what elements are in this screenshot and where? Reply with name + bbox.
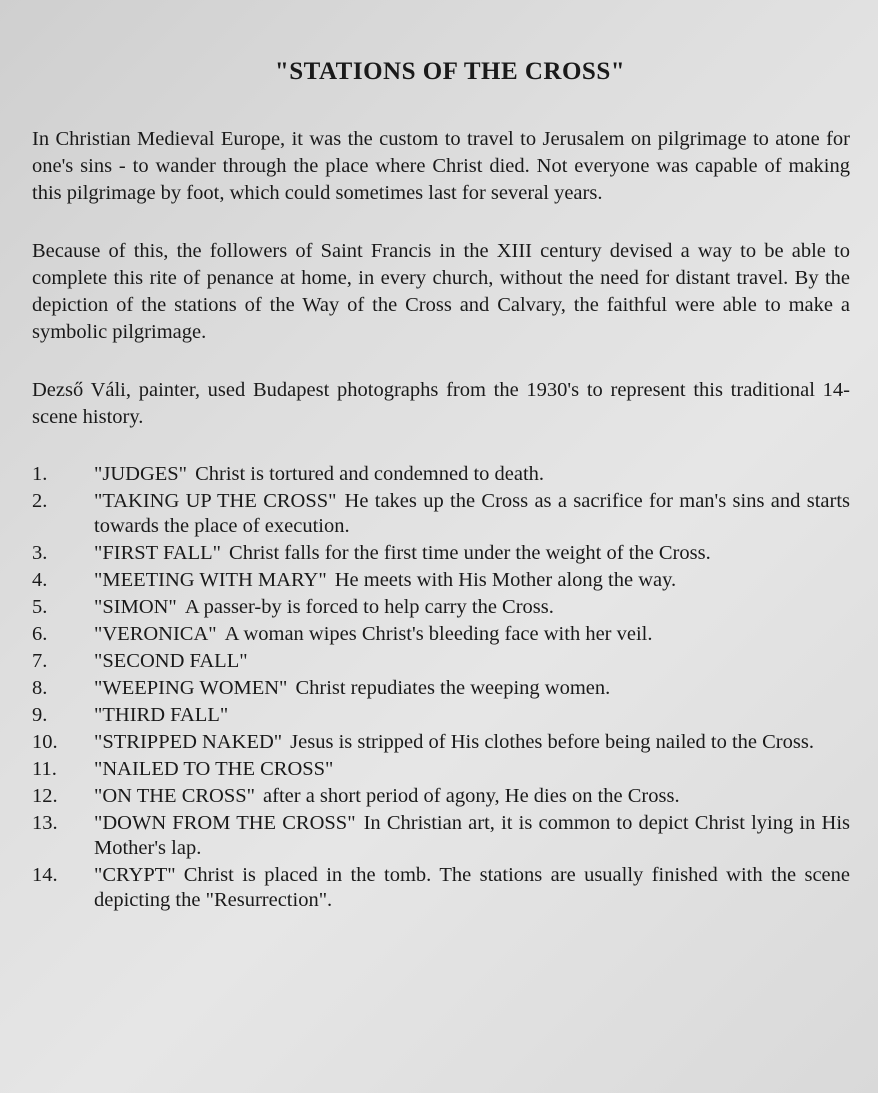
station-number: 5. xyxy=(32,596,48,618)
station-name: "ON THE CROSS" xyxy=(94,785,256,807)
station-description xyxy=(94,863,850,913)
station-name: "CRYPT" xyxy=(94,864,176,886)
station-number: 2. xyxy=(32,490,48,512)
station-name: "VERONICA" xyxy=(94,623,217,645)
station-description xyxy=(94,595,850,620)
station-description xyxy=(94,811,850,861)
station-name: "TAKING UP THE CROSS" xyxy=(94,490,337,512)
station-name: "SIMON" xyxy=(94,596,177,618)
station-number: 6. xyxy=(32,623,48,645)
station-description xyxy=(94,462,850,487)
station-description xyxy=(94,784,850,809)
station-description xyxy=(94,568,850,593)
station-name: "DOWN FROM THE CROSS" xyxy=(94,812,356,834)
station-number: 11. xyxy=(32,758,57,780)
station-name: "FIRST FALL" xyxy=(94,542,222,564)
station-description xyxy=(94,703,850,728)
station-description xyxy=(94,730,850,755)
station-description xyxy=(94,622,850,647)
station-name: "JUDGES" xyxy=(94,463,188,485)
station-number: 8. xyxy=(32,677,48,699)
station-name: "STRIPPED NAKED" xyxy=(94,731,283,753)
station-name: "THIRD FALL" xyxy=(94,704,229,726)
station-text: A passer-by is forced to help carry the Cross. xyxy=(184,596,554,618)
station-text: after a short period of agony, He dies on the Cross. xyxy=(263,785,680,807)
station-number: 12. xyxy=(32,785,58,807)
station-item-3 xyxy=(32,541,850,566)
painter-paragraph: Dezső Váli, painter, used Budapest photographs from the 1930's to represent this traditional 14-scene history. xyxy=(32,379,850,428)
station-text: Christ repudiates the weeping women. xyxy=(295,677,611,699)
station-number: 7. xyxy=(32,650,48,672)
station-name: "WEEPING WOMEN" xyxy=(94,677,288,699)
station-number: 9. xyxy=(32,704,48,726)
station-description xyxy=(94,541,850,566)
station-item-1 xyxy=(32,462,850,487)
station-item-11 xyxy=(32,757,850,782)
station-text: Christ is tortured and condemned to death. xyxy=(195,463,545,485)
station-item-10 xyxy=(32,730,850,755)
station-item-14 xyxy=(32,863,850,913)
station-number: 14. xyxy=(32,864,58,886)
station-item-13 xyxy=(32,811,850,861)
station-number: 4. xyxy=(32,569,48,591)
station-number: 1. xyxy=(32,463,48,485)
station-name: "MEETING WITH MARY" xyxy=(94,569,327,591)
station-number: 13. xyxy=(32,812,58,834)
station-item-7 xyxy=(32,649,850,674)
intro-paragraph: In Christian Medieval Europe, it was the custom to travel to Jerusalem on pilgrimage to atone for one's sins - to wander through the place where Christ died. Not everyone was capable of making this pilgrimage by foot, which could sometimes last for several years. xyxy=(32,128,850,204)
station-text: In Christian art, it is common to depict Christ lying in His Mother's lap. xyxy=(94,812,850,859)
franciscan-paragraph: Because of this, the followers of Saint Francis in the XIII century devised a way to be able to complete this rite of penance at home, in every church, without the need for distant travel. By the depiction of the stations of the Way of the Cross and Calvary, the faithful were able to make a symbolic pilgrimage. xyxy=(32,240,850,343)
station-description xyxy=(94,649,850,674)
station-description xyxy=(94,676,850,701)
station-item-9 xyxy=(32,703,850,728)
station-text: He takes up the Cross as a sacrifice for man's sins and starts towards the place of execution. xyxy=(94,490,850,537)
station-item-5 xyxy=(32,595,850,620)
station-description xyxy=(94,489,850,539)
stations-list xyxy=(32,462,850,913)
station-description xyxy=(94,757,850,782)
page-title: "STATIONS OF THE CROSS" xyxy=(274,58,626,85)
station-text: He meets with His Mother along the way. xyxy=(334,569,677,591)
station-item-4 xyxy=(32,568,850,593)
station-item-12 xyxy=(32,784,850,809)
station-number: 10. xyxy=(32,731,58,753)
station-text: A woman wipes Christ's bleeding face with her veil. xyxy=(224,623,653,645)
station-text: Christ is placed in the tomb. The stations are usually finished with the scene depicting the "Resurrection". xyxy=(94,864,850,911)
station-text: Jesus is stripped of His clothes before being nailed to the Cross. xyxy=(290,731,814,753)
station-item-6 xyxy=(32,622,850,647)
station-name: "NAILED TO THE CROSS" xyxy=(94,758,334,780)
station-text: Christ falls for the first time under the weight of the Cross. xyxy=(229,542,711,564)
station-item-8 xyxy=(32,676,850,701)
station-number: 3. xyxy=(32,542,48,564)
station-name: "SECOND FALL" xyxy=(94,650,248,672)
station-item-2 xyxy=(32,489,850,539)
